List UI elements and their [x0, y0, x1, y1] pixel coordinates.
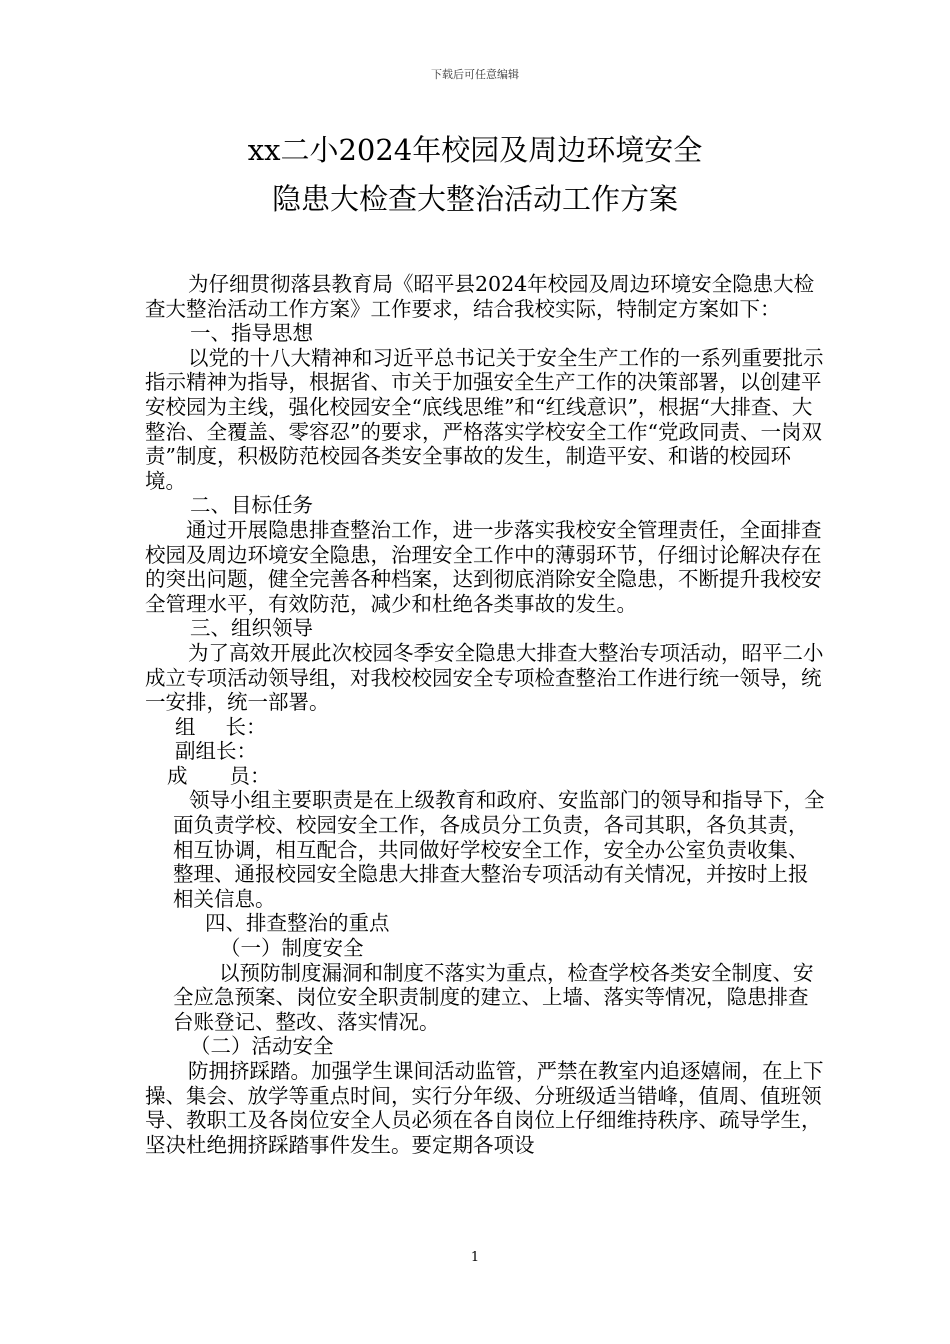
- document-title-line-1: xx二小2024年校园及周边环境安全: [247, 133, 703, 167]
- section-paragraph-3: 为了高效开展此次校园冬季安全隐患大排查大整治专项活动，昭平二小成立专项活动领导组，对我校校园安全专项检查整治工作进行统一领导，统一安排，统一部署。: [145, 640, 824, 715]
- role-deputy: 副组长：: [175, 739, 257, 764]
- role-members: [145, 764, 825, 789]
- section-heading-3: 三、组织领导: [190, 616, 313, 641]
- section-paragraph-1: 以党的十八大精神和习近平总书记关于安全生产工作的一系列重要批示指示精神为指导，根据省、市关于加强安全生产工作的决策部署，以创建平安校园为主线，强化校园安全“底线思维”和“红线意识”，根据“大排查、大整治、全覆盖、零容忍”的要求，严格落实学校安全工作“党政同责、一岗双责”制度，积极防范校园各类安全事故的发生，制造平安、和谐的校园环境。: [145, 345, 824, 493]
- page-number: 1: [470, 1250, 480, 1265]
- section-heading-1: 一、指导思想: [190, 321, 313, 346]
- subsection-paragraph-4-1: 以预防制度漏洞和制度不落实为重点，检查学校各类安全制度、安全应急预案、岗位安全职责制度的建立、上墙、落实等情况，隐患排查台账登记、整改、落实情况。: [173, 960, 814, 1034]
- section-heading-4: 四、排查整治的重点: [205, 911, 390, 936]
- role-leader-b: 长：: [225, 714, 267, 739]
- document-body: [145, 272, 825, 1157]
- subsection-heading-4-2: （二）活动安全: [190, 1034, 334, 1059]
- section-heading-2: 二、目标任务: [190, 493, 313, 518]
- subsection-paragraph-4-2: 防拥挤踩踏。加强学生课间活动监管，严禁在教室内追逐嬉闹，在上下操、集会、放学等重点时间，实行分年级、分班级适当错峰，值周、值班领导、教职工及各岗位安全人员必须在各自岗位上仔细维持秩序、疏导学生，坚决杜绝拥挤踩踏事件发生。要定期各项设: [145, 1059, 824, 1157]
- intro-paragraph: 为仔细贯彻落县教育局《昭平县2024年校园及周边环境安全隐患大检查大整治活动工作方案》工作要求，结合我校实际，特制定方案如下：: [145, 272, 815, 321]
- role-leader: [145, 715, 825, 740]
- role-members-b: 员：: [229, 763, 271, 788]
- section-paragraph-2: 通过开展隐患排查整治工作，进一步落实我校安全管理责任，全面排查校园及周边环境安全隐患，治理安全工作中的薄弱环节，仔细讨论解决存在的突出问题，健全完善各种档案，达到彻底消除安全隐患，不断提升我校安全管理水平，有效防范，减少和杜绝各类事故的发生。: [145, 517, 822, 616]
- leadership-duties-paragraph: 领导小组主要职责是在上级教育和政府、安监部门的领导和指导下，全面负责学校、校园安全工作，各成员分工负责，各司其职，各负其责，相互协调，相互配合，共同做好学校安全工作，安全办公室负责收集、整理、通报校园安全隐患大排查大整治专项活动有关情况，并按时上报相关信息。: [173, 788, 825, 911]
- role-members-a: 成: [167, 763, 188, 788]
- subsection-heading-4-1: （一）制度安全: [220, 936, 364, 961]
- document-title-line-2: 隐患大检查大整治活动工作方案: [271, 182, 678, 216]
- role-leader-a: 组: [175, 714, 196, 739]
- header-note: 下载后可任意编辑: [431, 68, 519, 81]
